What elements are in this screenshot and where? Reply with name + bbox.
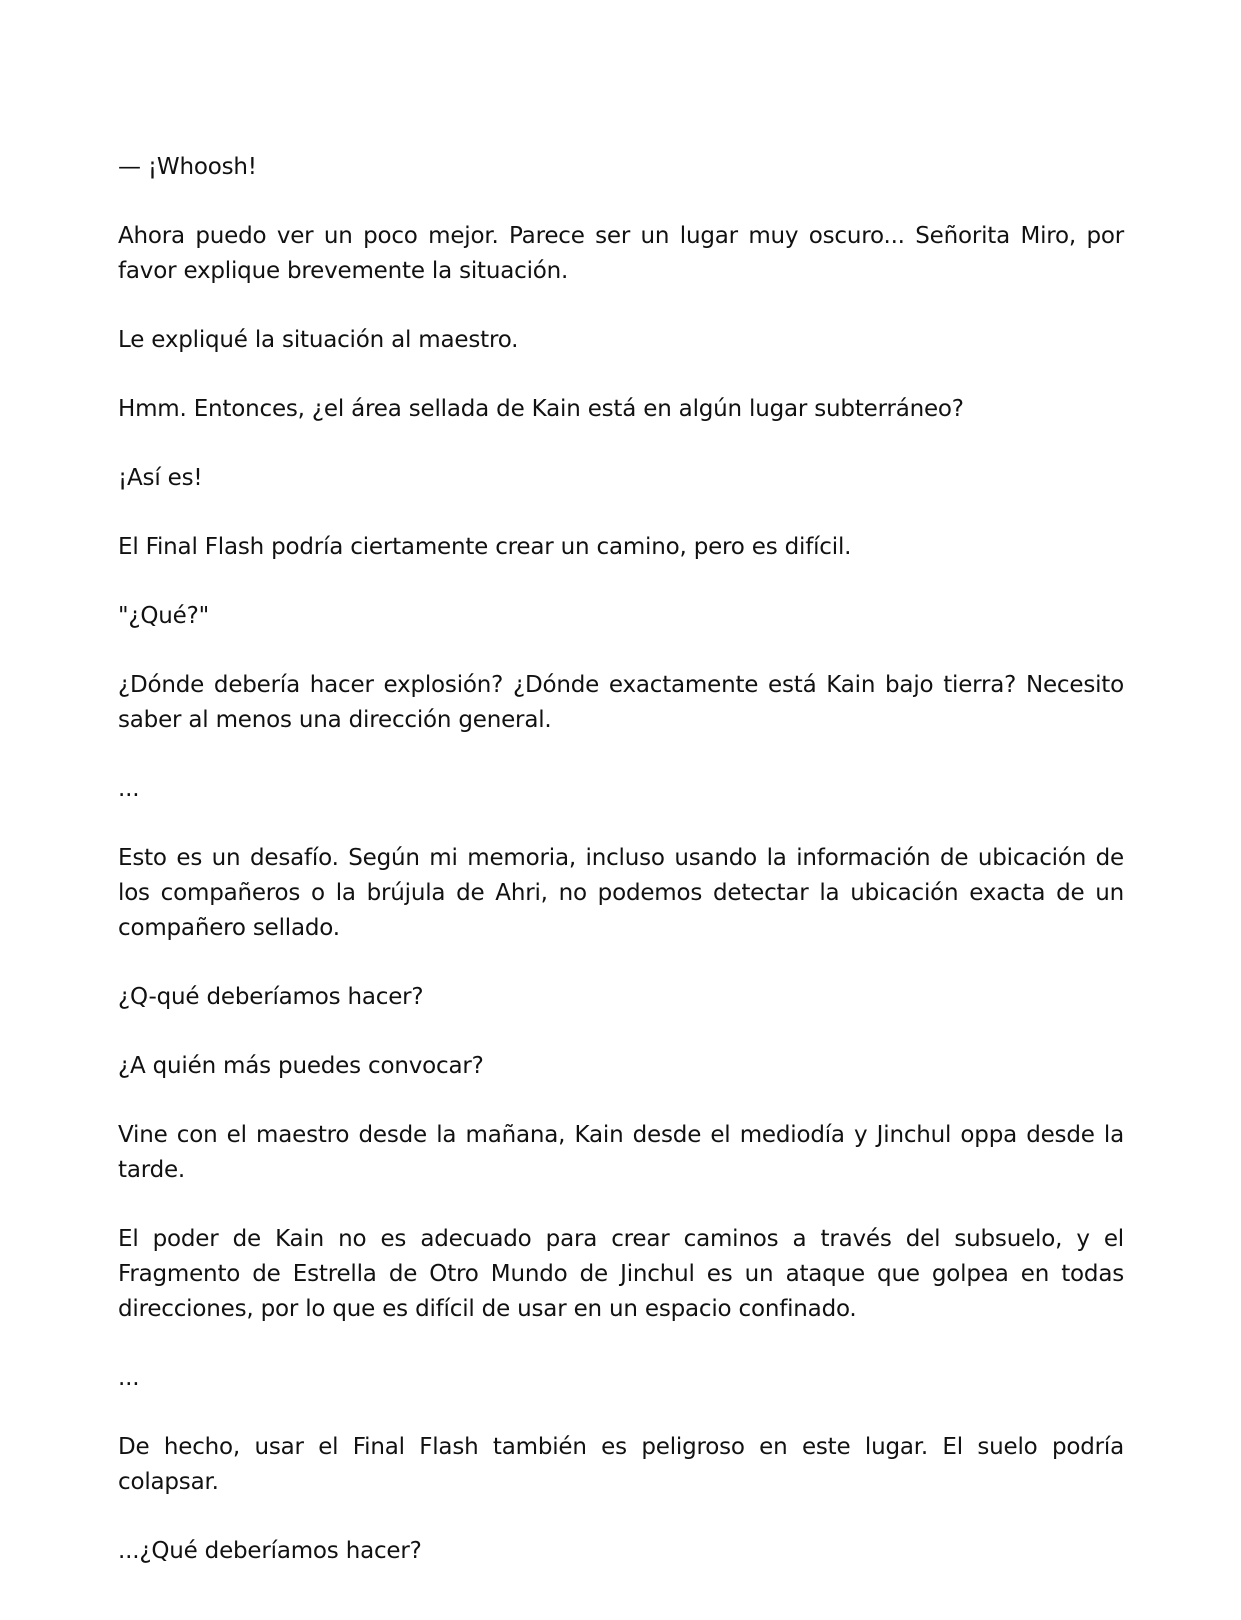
paragraph-8: ¿Dónde debería hacer explosión? ¿Dónde exactamente está Kain bajo tierra? Necesito saber al menos una dirección general. <box>118 672 1124 733</box>
paragraph-3: Le expliqué la situación al maestro. <box>118 327 519 353</box>
paragraph-4: Hmm. Entonces, ¿el área sellada de Kain está en algún lugar subterráneo? <box>118 396 964 422</box>
paragraph-5: ¡Así es! <box>118 465 203 491</box>
paragraph-7: "¿Qué?" <box>118 603 210 629</box>
paragraph-14: El poder de Kain no es adecuado para crear caminos a través del subsuelo, y el Fragmento de Estrella de Otro Mundo de Jinchul es un ataque que golpea en todas direcciones, por lo que es difícil de usar en un espacio confinado. <box>118 1226 1124 1322</box>
paragraph-12: ¿A quién más puedes convocar? <box>118 1053 484 1079</box>
paragraph-6: El Final Flash podría ciertamente crear un camino, pero es difícil. <box>118 534 852 560</box>
document-body <box>118 150 1124 1603</box>
paragraph-1: — ¡Whoosh! <box>118 154 257 180</box>
paragraph-13: Vine con el maestro desde la mañana, Kain desde el mediodía y Jinchul oppa desde la tarde. <box>118 1122 1124 1183</box>
paragraph-17: ...¿Qué deberíamos hacer? <box>118 1538 422 1564</box>
paragraph-2: Ahora puedo ver un poco mejor. Parece ser un lugar muy oscuro... Señorita Miro, por favor explique brevemente la situación. <box>118 223 1124 284</box>
paragraph-10: Esto es un desafío. Según mi memoria, incluso usando la información de ubicación de los compañeros o la brújula de Ahri, no podemos detectar la ubicación exacta de un compañero sellado. <box>118 845 1124 941</box>
paragraph-16: De hecho, usar el Final Flash también es peligroso en este lugar. El suelo podría colapsar. <box>118 1434 1124 1495</box>
paragraph-15: ... <box>118 1365 140 1391</box>
paragraph-11: ¿Q-qué deberíamos hacer? <box>118 984 424 1010</box>
paragraph-9: ... <box>118 776 140 802</box>
